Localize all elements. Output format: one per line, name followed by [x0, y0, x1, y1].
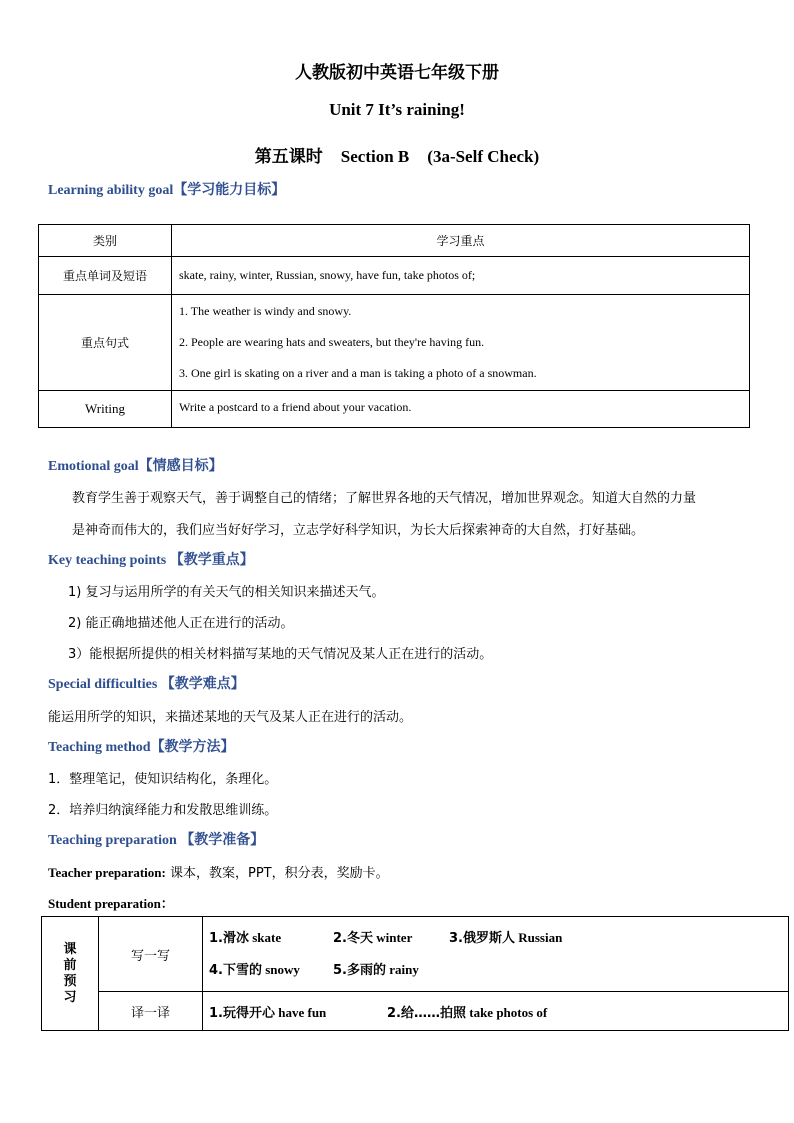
preparation-heading [48, 829, 264, 849]
sentence-line: 3. One girl is skating on a river and a man is taking a photo of a snowman. [179, 366, 537, 380]
table-header-category: 类别 [39, 225, 172, 257]
write-label: 写一写 [99, 917, 203, 992]
heading-cn: 【教学方法】 [150, 739, 235, 755]
key-point-item: 3）能根据所提供的相关材料描写某地的天气情况及某人正在进行的活动。 [68, 647, 493, 662]
lesson-range: (3a-Self Check) [427, 147, 540, 166]
method-item: 1．整理笔记，使知识结构化，条理化。 [48, 772, 278, 787]
lesson-title [0, 142, 794, 167]
student-preparation-label: Student preparation： [48, 896, 174, 911]
heading-cn: 【教学难点】 [160, 676, 245, 692]
heading-en: Teaching preparation [48, 833, 177, 848]
heading-en: Learning ability goal [48, 183, 174, 198]
table-row [39, 391, 750, 428]
preview-side-label-text: 课前预习 [63, 941, 77, 1005]
preview-table [41, 916, 789, 1031]
table-row [39, 257, 750, 295]
heading-cn: 【情感目标】 [138, 458, 223, 474]
key-point-item: 1) 复习与运用所学的有关天气的相关知识来描述天气。 [68, 585, 385, 600]
write-line [209, 954, 787, 986]
row-content: Write a postcard to a friend about your vacation. [172, 391, 750, 428]
table-header-focus: 学习重点 [172, 225, 750, 257]
table-row [42, 992, 789, 1031]
preview-side-label [42, 917, 99, 1031]
row-content: skate, rainy, winter, Russian, snowy, have fun, take photos of; [172, 257, 750, 295]
write-line [209, 922, 787, 954]
teacher-preparation-label: Teacher preparation: [48, 865, 166, 880]
row-category: 重点单词及短语 [39, 257, 172, 295]
row-category: 重点句式 [39, 295, 172, 391]
sentence-line: 1. The weather is windy and snowy. [179, 304, 352, 318]
key-point-item: 2) 能正确地描述他人正在进行的活动。 [68, 616, 294, 631]
emotional-goal-text-2: 是神奇而伟大的，我们应当好好学习，立志学好科学知识，为长大后探索神奇的大自然，打好基础。 [72, 523, 645, 538]
learning-goal-heading [48, 179, 285, 199]
emotional-goal-text-1: 教育学生善于观察天气，善于调整自己的情绪；了解世界各地的天气情况，增加世界观念。知道大自然的力量 [72, 491, 697, 506]
write-content [203, 917, 789, 992]
table-row [39, 295, 750, 391]
phrase-item: 2.给……拍照 take photos of [387, 1004, 548, 1021]
row-content [172, 295, 750, 391]
phrase-item: 1.玩得开心 have fun [209, 1004, 327, 1021]
heading-en: Special difficulties [48, 677, 158, 692]
method-heading [48, 736, 235, 756]
teacher-preparation-text: 课本，教案，PPT，积分表，奖励卡。 [169, 866, 389, 881]
vocab-item: 5.多雨的 rainy [333, 962, 419, 978]
learning-goal-table [38, 224, 750, 428]
document-title: 人教版初中英语七年级下册 [295, 63, 499, 83]
heading-cn: 【学习能力目标】 [173, 182, 286, 198]
difficulties-heading [48, 673, 245, 693]
translate-content [203, 992, 789, 1031]
vocab-item: 3.俄罗斯人 Russian [449, 930, 563, 946]
vocab-item: 4.下雪的 snowy [209, 962, 300, 978]
method-item: 2．培养归纳演绎能力和发散思维训练。 [48, 803, 278, 818]
heading-en: Teaching method [48, 740, 151, 755]
vocab-item: 1.滑冰 skate [209, 930, 282, 946]
student-preparation [48, 893, 174, 912]
translate-label: 译一译 [99, 992, 203, 1031]
lesson-section: Section B [340, 147, 410, 166]
lesson-number: 第五课时 [254, 147, 323, 167]
key-points-heading [48, 549, 254, 569]
sentence-line: 2. People are wearing hats and sweaters, but they're having fun. [179, 335, 485, 349]
unit-title: Unit 7 It’s raining! [329, 100, 465, 119]
table-row [42, 917, 789, 992]
row-category: Writing [39, 391, 172, 428]
heading-en: Key teaching points [48, 553, 167, 568]
vocab-item: 2.冬天 winter [333, 930, 413, 946]
heading-en: Emotional goal [48, 459, 139, 474]
teacher-preparation [48, 862, 389, 881]
heading-cn: 【教学重点】 [169, 552, 254, 568]
emotional-goal-heading [48, 455, 223, 475]
table-header-row [39, 225, 750, 257]
heading-cn: 【教学准备】 [180, 832, 265, 848]
difficulties-text: 能运用所学的知识，来描述某地的天气及某人正在进行的活动。 [48, 710, 413, 725]
